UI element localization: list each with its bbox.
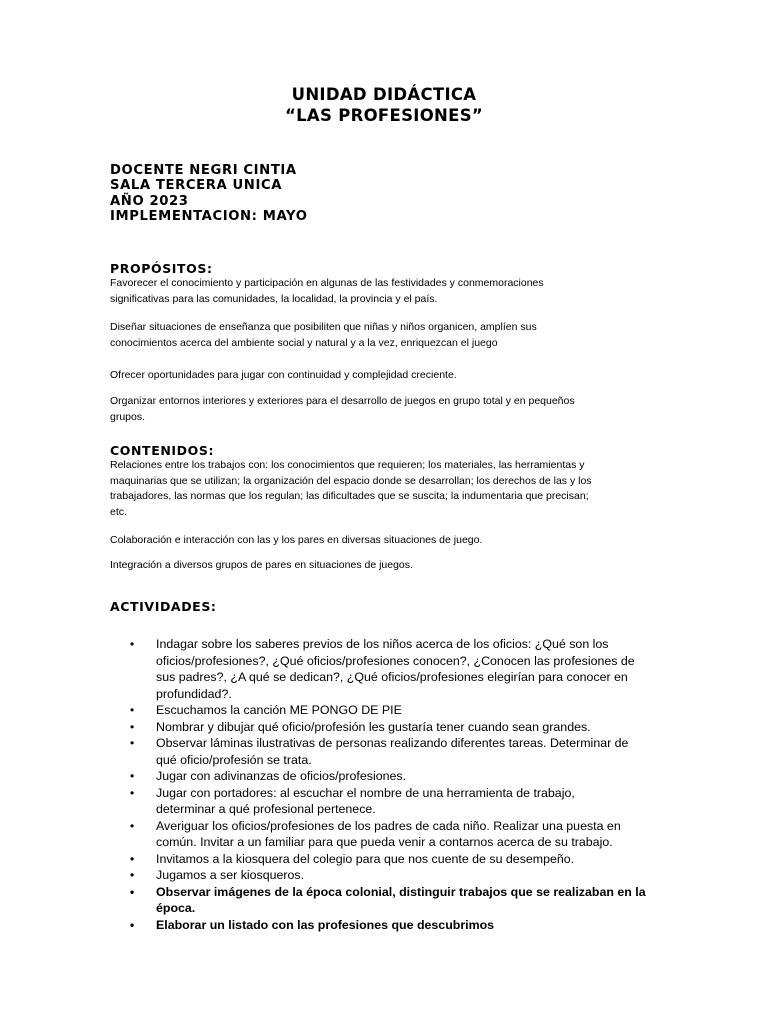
- bullet-icon: •: [130, 868, 135, 882]
- paragraph-line: trabajadores, las normas que los regulan; las dificultades que se suscita; la indumentaria que precisan;: [110, 490, 589, 502]
- list-item-line: oficios/profesiones?, ¿Qué oficios/profesiones conocen?, ¿Conocen las profesiones de: [156, 653, 635, 668]
- paragraph-line: significativas para las comunidades, la localidad, la provincia y el país.: [110, 292, 438, 305]
- list-item-line: Nombrar y dibujar qué oficio/profesión les gustaría tener cuando sean grandes.: [156, 719, 591, 734]
- list-item-line: Averiguar los oficios/profesiones de los padres de cada niño. Realizar una puesta en: [156, 818, 621, 833]
- list-item: [130, 917, 670, 934]
- paragraph-line: Favorecer el conocimiento y participación en algunas de las festividades y conmemoraciones: [110, 277, 544, 289]
- list-item: [130, 818, 670, 851]
- list-item: [130, 785, 670, 818]
- paragraph-line: conocimientos acerca del ambiente social y natural y a la vez, enriquezcan el juego: [110, 336, 498, 349]
- bullet-icon: •: [130, 719, 135, 734]
- list-item-line: Observar láminas ilustrativas de personas realizando diferentes tareas. Determinar de: [156, 736, 629, 750]
- list-item: [130, 719, 670, 736]
- list-item-line: Observar imágenes de la época colonial, distinguir trabajos que se realizaban en la: [156, 884, 646, 899]
- document-subtitle: “LAS PROFESIONES”: [284, 106, 484, 125]
- list-item-line: Elaborar un listado con las profesiones que descubrimos: [156, 917, 495, 932]
- propositos-paragraph-2: [110, 320, 655, 351]
- list-item: [130, 867, 670, 884]
- paragraph-line: Integración a diversos grupos de pares en situaciones de juegos.: [110, 559, 413, 571]
- propositos-paragraph-4: [110, 394, 655, 425]
- paragraph-line: Diseñar situaciones de enseñanza que posibiliten que niñas y niños organicen, amplíen sus: [110, 321, 537, 333]
- bullet-icon: •: [130, 637, 135, 651]
- list-item: [130, 636, 670, 702]
- list-item-line: determinar a qué profesional pertenece.: [156, 802, 376, 816]
- list-item-line: época.: [156, 901, 196, 915]
- list-item: [130, 735, 670, 768]
- document-info: [110, 163, 308, 224]
- list-item: [130, 884, 670, 917]
- propositos-heading: PROPÓSITOS:: [110, 261, 213, 276]
- paragraph-line: grupos.: [110, 410, 146, 423]
- list-item-line: común. Invitar a un familiar para que pueda venir a contarnos acerca de su trabajo.: [156, 835, 613, 849]
- bullet-icon: •: [130, 818, 135, 833]
- contenidos-paragraph-2: [110, 533, 655, 549]
- bullet-icon: •: [130, 851, 135, 866]
- bullet-icon: •: [130, 917, 135, 932]
- paragraph-line: Organizar entornos interiores y exteriores para el desarrollo de juegos en grupo total y en pequeños: [110, 395, 575, 407]
- contenidos-paragraph-1: [110, 458, 655, 520]
- list-item-line: Jugar con adivinanzas de oficios/profesiones.: [156, 769, 407, 783]
- list-item-line: Jugar con portadores: al escuchar el nombre de una herramienta de trabajo,: [156, 785, 575, 800]
- anio-line: AÑO 2023: [110, 193, 189, 209]
- paragraph-line: etc.: [110, 505, 127, 518]
- contenidos-heading: CONTENIDOS:: [110, 443, 215, 458]
- paragraph-line: maquinarias que se utilizan; la organización del espacio donde se desarrollan; los derechos de las y los: [110, 474, 592, 487]
- bullet-icon: •: [130, 769, 135, 783]
- sala-line: SALA TERCERA UNICA: [110, 178, 283, 194]
- actividades-list: [130, 636, 670, 933]
- implementacion-line: IMPLEMENTACION: MAYO: [110, 208, 308, 224]
- list-item-line: sus padres?, ¿A qué se dedican?, ¿Qué oficios/profesiones elegirían para conocer en: [156, 670, 628, 684]
- list-item-line: Indagar sobre los saberes previos de los niños acerca de los oficios: ¿Qué son los: [156, 637, 609, 651]
- list-item-line: qué oficio/profesión se trata.: [156, 752, 312, 767]
- list-item: [130, 851, 670, 868]
- list-item-line: profundidad?.: [156, 686, 232, 701]
- paragraph-line: Relaciones entre los trabajos con: los conocimientos que requieren; los materiales, las herramientas y: [110, 459, 585, 471]
- paragraph-line: Ofrecer oportunidades para jugar con continuidad y complejidad creciente.: [110, 369, 457, 381]
- bullet-icon: •: [130, 703, 135, 717]
- bullet-icon: •: [130, 785, 135, 800]
- propositos-paragraph-1: [110, 276, 655, 307]
- document-title: UNIDAD DIDÁCTICA: [291, 85, 477, 104]
- actividades-heading: ACTIVIDADES:: [110, 599, 217, 614]
- contenidos-paragraph-3: [110, 558, 655, 574]
- paragraph-line: Colaboración e interacción con las y los pares en diversas situaciones de juego.: [110, 534, 483, 546]
- list-item-line: Escuchamos la canción ME PONGO DE PIE: [156, 703, 402, 717]
- list-item-line: Jugamos a ser kiosqueros.: [156, 868, 305, 882]
- list-item-line: Invitamos a la kiosquera del colegio para que nos cuente de su desempeño.: [156, 851, 575, 866]
- list-item: [130, 768, 670, 785]
- list-item: [130, 702, 670, 719]
- bullet-icon: •: [130, 884, 135, 899]
- bullet-icon: •: [130, 736, 135, 750]
- propositos-paragraph-3: [110, 368, 655, 384]
- docente-line: DOCENTE NEGRI CINTIA: [110, 163, 297, 178]
